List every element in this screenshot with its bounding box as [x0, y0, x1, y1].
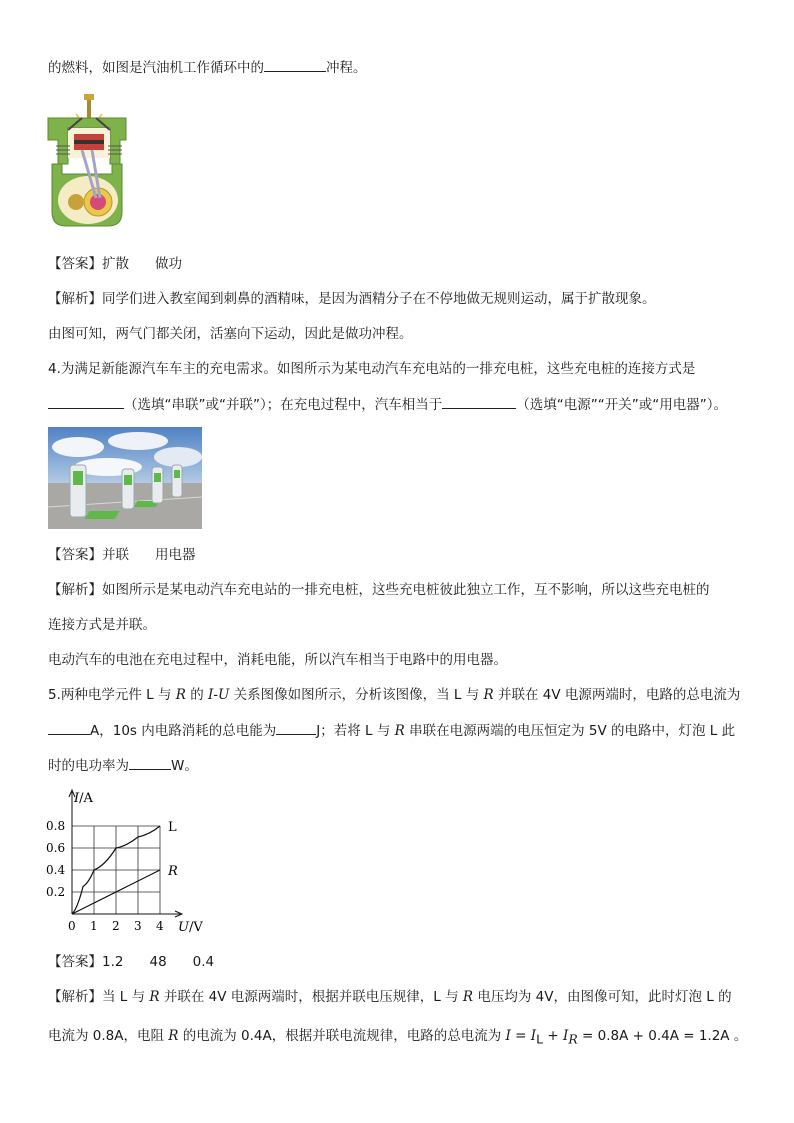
var-r: R	[168, 1028, 179, 1044]
answer-blank	[48, 721, 90, 735]
answer-tag: 【答案】	[48, 547, 102, 563]
var-r: R	[394, 723, 405, 739]
answer-5	[48, 953, 214, 971]
explanation-text: 电压均为 4V，由图像可知，此时灯泡 L 的	[473, 989, 732, 1005]
answer-blank	[276, 721, 316, 735]
answer-value: 1.2	[102, 954, 124, 970]
question-text: 时的电功率为	[48, 758, 129, 774]
formula-sub: L	[536, 1031, 544, 1047]
explanation-text: 电动汽车的电池在充电过程中，消耗电能，所以汽车相当于电路中的用电器。	[48, 652, 507, 668]
x-axis-label: U/V	[178, 920, 203, 935]
explanation-text: 并联在 4V 电源两端时，根据并联电压规律，L 与	[159, 989, 463, 1005]
y-tick-label: 0.4	[46, 863, 66, 877]
formula: = 0.8A + 0.4A = 1.2A 。	[577, 1028, 748, 1044]
q3-tail-line	[48, 58, 367, 77]
explanation-3-line-1	[48, 290, 656, 308]
q3-text: 的燃料，如图是汽油机工作循环中的	[48, 60, 264, 76]
x-tick-label: 0	[68, 919, 76, 933]
explanation-4-line-2	[48, 616, 156, 634]
explanation-tag: 【解析】	[48, 291, 102, 307]
explanation-text: 由图可知，两气门都关闭，活塞向下运动，因此是做功冲程。	[48, 326, 413, 342]
y-tick-label: 0.8	[46, 819, 66, 833]
answer-value: 并联	[102, 547, 129, 563]
question-4-line-2	[48, 395, 727, 414]
axes	[69, 790, 182, 917]
x-tick-label: 1	[90, 919, 98, 933]
y-tick-label: 0.6	[46, 841, 66, 855]
engine-cycle-image	[46, 94, 128, 230]
answer-4	[48, 546, 196, 564]
explanation-text: 的电流为 0.4A，根据并联电流规律，电路的总电流为	[178, 1028, 506, 1044]
q3-text-end: 冲程。	[326, 60, 367, 76]
question-text: 5.两种电学元件 L 与	[48, 687, 176, 703]
answer-value: 48	[149, 954, 167, 970]
x-tick-label: 3	[134, 919, 142, 933]
explanation-tag: 【解析】	[48, 582, 102, 598]
answer-blank	[48, 395, 124, 409]
question-5-line-1	[48, 686, 740, 704]
charging-station-photo	[48, 427, 202, 529]
explanation-text: 连接方式是并联。	[48, 617, 156, 633]
answer-value: 用电器	[155, 547, 196, 563]
y-axis-label: I/A	[74, 791, 93, 806]
answer-blank	[264, 58, 326, 72]
question-text: 4.为满足新能源汽车车主的充电需求。如图所示为某电动汽车充电站的一排充电桩，这些充电桩的连接方式是	[48, 361, 696, 377]
answer-blank	[442, 395, 516, 409]
series-label-l: L	[168, 820, 177, 835]
question-5-line-3	[48, 756, 198, 775]
answer-value: 0.4	[192, 954, 215, 970]
tick-labels	[46, 819, 164, 933]
question-text: J；若将 L 与	[316, 723, 395, 739]
question-text: （选填“电源”“开关”或“用电器”）。	[516, 397, 727, 413]
question-text: A，10s 内电路消耗的总电能为	[90, 723, 277, 739]
explanation-text: 如图所示是某电动汽车充电站的一排充电桩，这些充电桩彼此独立工作，互不影响，所以这些充电桩的	[102, 582, 710, 598]
grid	[72, 826, 160, 914]
y-tick-label: 0.2	[46, 885, 66, 899]
series	[72, 820, 178, 914]
series-label-r: R	[168, 864, 178, 879]
answer-blank	[129, 756, 171, 770]
x-tick-label: 2	[112, 919, 120, 933]
var-r: R	[483, 687, 494, 703]
explanation-text: 电流为 0.8A，电阻	[48, 1028, 169, 1044]
formula: I = I	[505, 1028, 537, 1044]
answer-tag: 【答案】	[48, 256, 102, 272]
explanation-5-line-2	[48, 1027, 747, 1049]
formula: + I	[543, 1028, 569, 1044]
var-r: R	[462, 989, 474, 1005]
question-5-line-2	[48, 721, 735, 740]
explanation-4-line-3	[48, 651, 507, 669]
answer-value: 做功	[155, 256, 182, 272]
var-r: R	[175, 687, 186, 703]
explanation-text: 当 L 与	[102, 989, 150, 1005]
question-text: 串联在电源两端的电压恒定为 5V 的电路中，灯泡 L 此	[404, 723, 736, 739]
question-text: （选填“串联”或“并联”）；在充电过程中，汽车相当于	[124, 397, 443, 413]
question-text: 的	[185, 687, 209, 703]
formula-sub: R	[568, 1031, 578, 1047]
answer-3	[48, 255, 182, 273]
x-tick-label: 4	[156, 919, 164, 933]
answer-tag: 【答案】	[48, 954, 102, 970]
iu-graph	[40, 784, 220, 940]
explanation-3-line-2	[48, 325, 413, 343]
explanation-text: 同学们进入教室闻到刺鼻的酒精味，是因为酒精分子在不停地做无规则运动，属于扩散现象。	[102, 291, 656, 307]
explanation-4-line-1	[48, 581, 710, 599]
var-r: R	[149, 989, 160, 1005]
question-text: 并联在 4V 电源两端时，电路的总电流为	[493, 687, 741, 703]
explanation-tag: 【解析】	[48, 989, 102, 1005]
explanation-5-line-1	[48, 988, 732, 1006]
var-iu: I-U	[208, 687, 230, 703]
question-text: 关系图像如图所示，分析该图像，当 L 与	[229, 687, 484, 703]
answer-value: 扩散	[102, 256, 129, 272]
question-text: W。	[171, 758, 198, 774]
question-4-line-1	[48, 360, 695, 378]
